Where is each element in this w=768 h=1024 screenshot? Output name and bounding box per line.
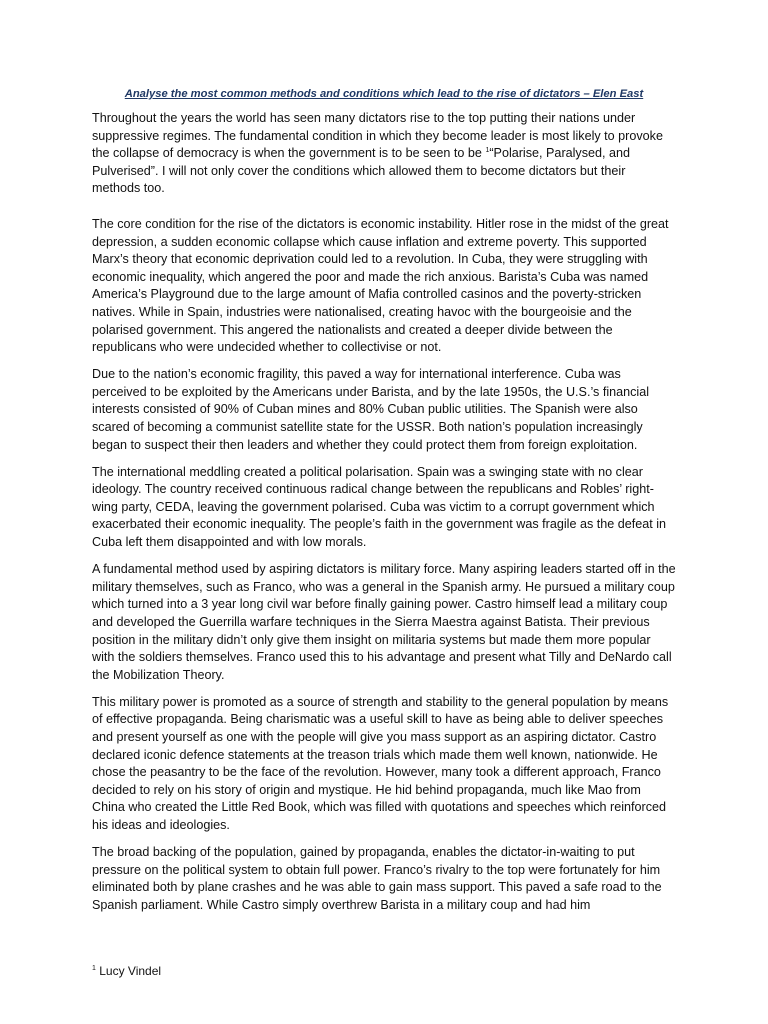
paragraph-international-interference: Due to the nation’s economic fragility, this paved a way for international interference. Cuba was perceived to be exploited by the Americans under Barista, and by the late 1950s, the U.S.’s financial interests consisted of 90% of Cuban mines and 80% Cuban public utilities. The Spanish were also scared of becoming a communist satellite state for the USSR. Both nation’s population increasingly began to suspect their then leaders and whether they could protect them from foreign exploitation. (92, 367, 650, 452)
paragraph-text: “Polarise, Paralysed, and Pulverised”. I will not only cover the conditions which allowed them to become dictators but their methods too. (92, 146, 631, 196)
paragraph-population-backing: The broad backing of the population, gained by propaganda, enables the dictator-in-waiting to put pressure on the political system to obtain full power. Franco’s rivalry to the top were fortunately for him eliminated both by plane crashes and he was able to gain mass support. This paved a safe road to the Spanish parliament. While Castro simply overthrew Barista in a military coup and had him (92, 845, 662, 912)
paragraph-political-polarisation: The international meddling created a political polarisation. Spain was a swinging state with no clear ideology. The country received continuous radical change between the republicans and Robles’ right-wing party, CEDA, leaving the government polarised. Cuba was victim to a corrupt government which exacerbated their economic inequality. The people’s faith in the government was fragile as the defeat in Cuba left them disappointed and with low morals. (92, 464, 667, 550)
paragraph-military-force: A fundamental method used by aspiring dictators is military force. Many aspiring leaders started off in the military themselves, such as Franco, who was a general in the Spanish army. He pursued a military coup which turned into a 3 year long civil war before finally gaining power. Castro himself lead a military coup and developed the Guerrilla warfare techniques in the Sierra Maestra against Batista. Their previous position in the military didn’t only give them insight on militaria systems but made them more popular with the soldiers themselves. Franco used this to his advantage and present what Tilly and DeNardo call the Mobilization Theory. (92, 562, 676, 682)
footnote-text: Lucy Vindel (99, 964, 162, 978)
footnote-marker: 1 (92, 965, 96, 972)
paragraph-text: Throughout the years the world has seen many dictators rise to the top putting their nations under suppressive regimes. The fundamental condition in which they become leader is most likely to provoke the collapse of democracy is when the government is to be seen to be (92, 111, 663, 161)
paragraph-propaganda: This military power is promoted as a source of strength and stability to the general population by means of effective propaganda. Being charismatic was a useful skill to have as being able to deliver speeches and present yourself as one with the people will give you mass support as an aspiring dictator. Castro declared iconic defence statements at the treason trials which made them well known, nationwide. He chose the peasantry to be the face of the revolution. However, many took a different approach, Franco decided to rely on his story of origin and mystique. He hid behind propaganda, much like Mao from China who created the Little Red Book, which was filled with quotations and speeches which reinforced his ideas and ideologies. (92, 694, 669, 832)
paragraph-economic-instability: The core condition for the rise of the dictators is economic instability. Hitler rose in the midst of the great depression, a sudden economic collapse which cause inflation and extreme poverty. This supported Marx’s theory that economic deprivation could led to a revolution. In Cuba, they were struggling with economic inequality, which angered the poor and made the rich anxious. Barista’s Cuba was named America’s Playground due to the large amount of Mafia controlled casinos and the poverty-stricken natives. While in Spain, industries were nationalised, creating havoc with the bourgeoisie and the polarised government. This angered the nationalists and created a deeper divide between the republicans who were undecided whether to collectivise or not. (92, 216, 669, 355)
document-title: Analyse the most common methods and conditions which lead to the rise of dictators – Elen East (124, 88, 644, 100)
paragraph-introduction (92, 110, 676, 198)
footnote (92, 964, 161, 978)
footnote-reference: 1 (485, 147, 490, 154)
document-body (92, 110, 676, 924)
